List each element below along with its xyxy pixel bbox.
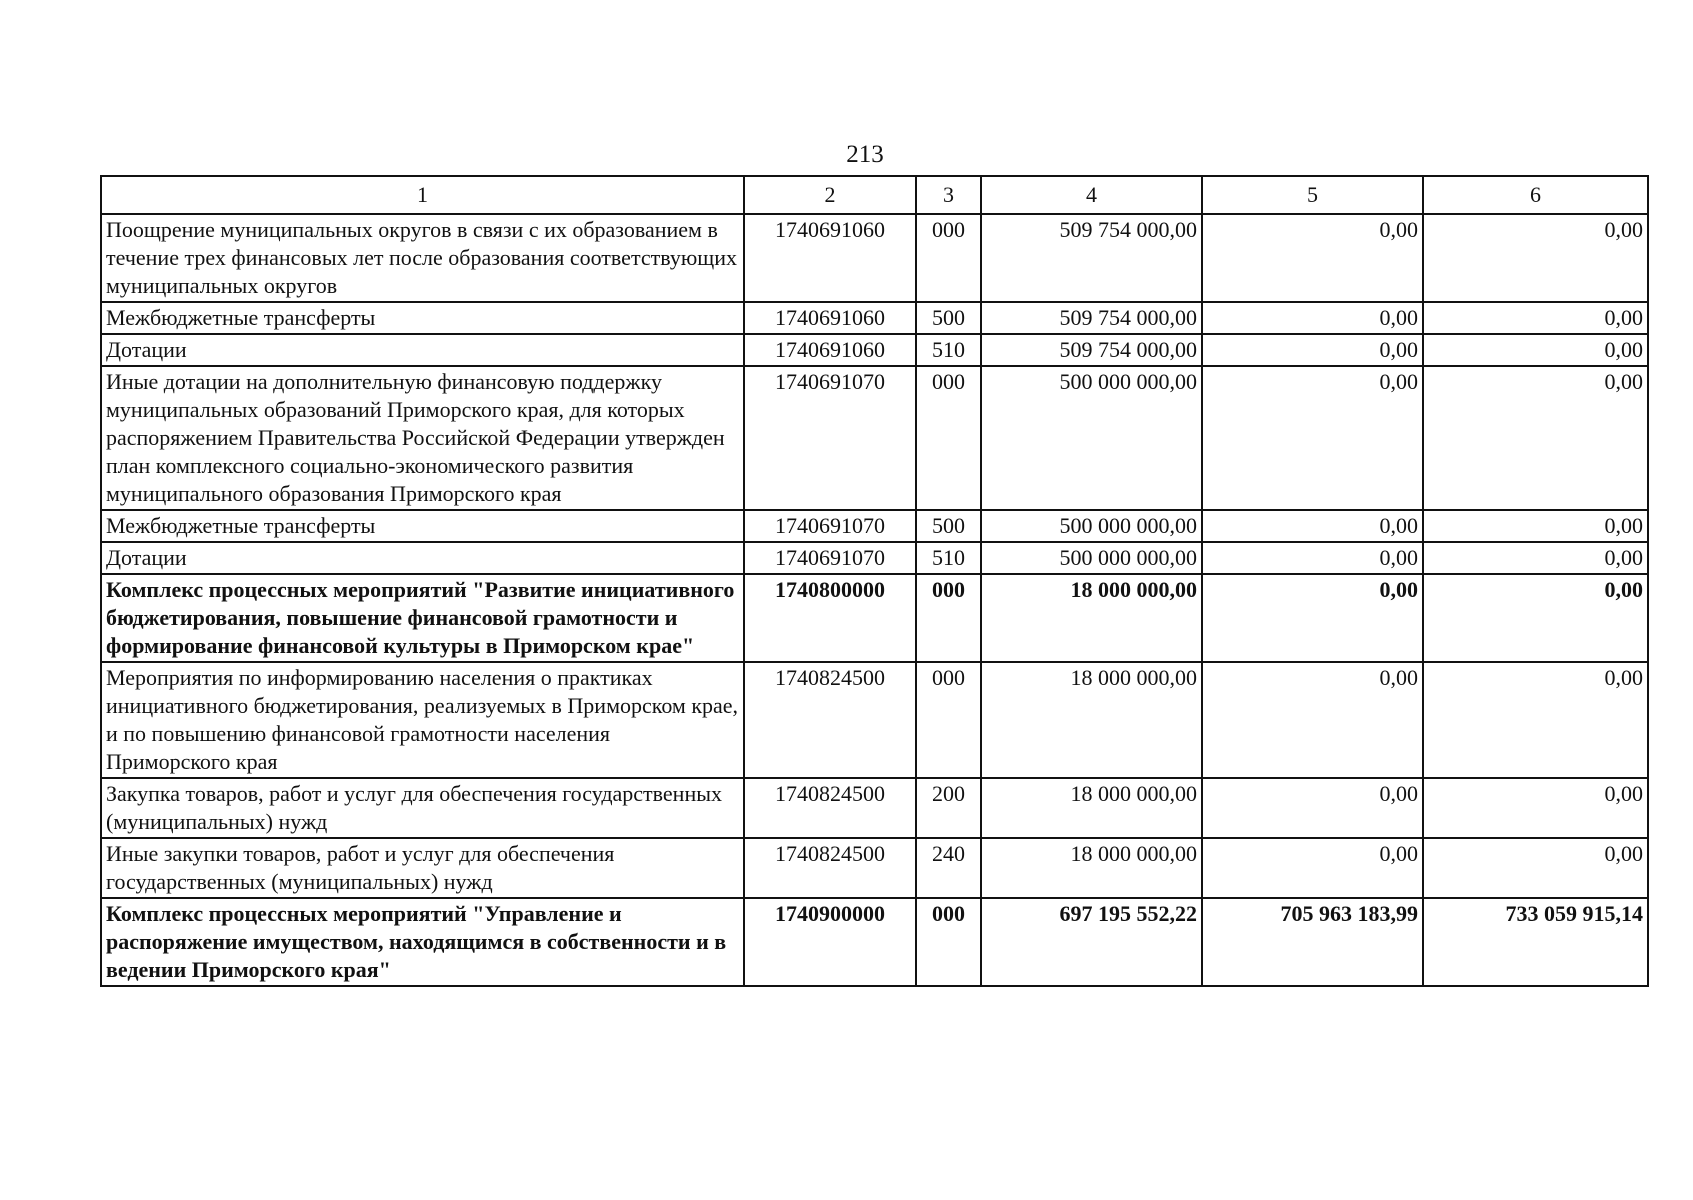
row-amount-col4: 509 754 000,00 [981, 334, 1202, 366]
row-name: Закупка товаров, работ и услуг для обеспечения государственных (муниципальных) нужд [101, 778, 744, 838]
header-col-2: 2 [744, 176, 916, 214]
row-expense-type: 500 [916, 302, 981, 334]
table-row [101, 334, 1648, 366]
row-amount-col4: 500 000 000,00 [981, 542, 1202, 574]
row-name: Иные дотации на дополнительную финансовую поддержку муниципальных образований Приморского края, для которых распоряжением Правительства Российской Федерации утвержден план комплексного социально-экономического развития муниципального образования Приморского края [101, 366, 744, 510]
row-amount-col4: 18 000 000,00 [981, 838, 1202, 898]
row-name: Комплекс процессных мероприятий "Управление и распоряжение имуществом, находящимся в собственности и в ведении Приморского края" [101, 898, 744, 986]
row-amount-col5: 0,00 [1202, 574, 1423, 662]
row-amount-col4: 697 195 552,22 [981, 898, 1202, 986]
row-amount-col6: 0,00 [1423, 334, 1648, 366]
row-target-code: 1740800000 [744, 574, 916, 662]
row-name: Дотации [101, 334, 744, 366]
row-expense-type: 200 [916, 778, 981, 838]
header-col-1: 1 [101, 176, 744, 214]
row-target-code: 1740691060 [744, 334, 916, 366]
row-target-code: 1740691070 [744, 510, 916, 542]
row-expense-type: 000 [916, 366, 981, 510]
row-expense-type: 000 [916, 574, 981, 662]
row-amount-col5: 0,00 [1202, 662, 1423, 778]
row-amount-col5: 0,00 [1202, 778, 1423, 838]
row-amount-col6: 0,00 [1423, 778, 1648, 838]
row-amount-col5: 0,00 [1202, 510, 1423, 542]
row-name: Иные закупки товаров, работ и услуг для обеспечения государственных (муниципальных) нужд [101, 838, 744, 898]
row-amount-col6: 0,00 [1423, 214, 1648, 302]
row-amount-col6: 733 059 915,14 [1423, 898, 1648, 986]
table-row [101, 366, 1648, 510]
row-target-code: 1740824500 [744, 778, 916, 838]
row-expense-type: 510 [916, 334, 981, 366]
row-amount-col5: 0,00 [1202, 838, 1423, 898]
row-target-code: 1740824500 [744, 662, 916, 778]
table-row [101, 574, 1648, 662]
row-name: Мероприятия по информированию населения о практиках инициативного бюджетирования, реализуемых в Приморском крае, и по повышению финансовой грамотности населения Приморского края [101, 662, 744, 778]
table-row [101, 662, 1648, 778]
row-target-code: 1740900000 [744, 898, 916, 986]
row-name: Межбюджетные трансферты [101, 302, 744, 334]
row-amount-col6: 0,00 [1423, 574, 1648, 662]
header-col-3: 3 [916, 176, 981, 214]
row-amount-col5: 0,00 [1202, 366, 1423, 510]
table-row [101, 510, 1648, 542]
row-amount-col5: 0,00 [1202, 302, 1423, 334]
row-amount-col6: 0,00 [1423, 662, 1648, 778]
row-name: Дотации [101, 542, 744, 574]
row-amount-col6: 0,00 [1423, 542, 1648, 574]
row-amount-col5: 705 963 183,99 [1202, 898, 1423, 986]
row-amount-col4: 509 754 000,00 [981, 214, 1202, 302]
table-row [101, 302, 1648, 334]
header-col-4: 4 [981, 176, 1202, 214]
row-amount-col4: 18 000 000,00 [981, 662, 1202, 778]
row-target-code: 1740691070 [744, 366, 916, 510]
row-amount-col5: 0,00 [1202, 214, 1423, 302]
row-expense-type: 000 [916, 662, 981, 778]
row-name: Комплекс процессных мероприятий "Развитие инициативного бюджетирования, повышение финансовой грамотности и формирование финансовой культуры в Приморском крае" [101, 574, 744, 662]
row-expense-type: 000 [916, 214, 981, 302]
row-amount-col4: 500 000 000,00 [981, 510, 1202, 542]
row-amount-col6: 0,00 [1423, 838, 1648, 898]
row-amount-col5: 0,00 [1202, 334, 1423, 366]
row-amount-col4: 18 000 000,00 [981, 778, 1202, 838]
row-target-code: 1740691060 [744, 302, 916, 334]
table-row [101, 838, 1648, 898]
row-amount-col6: 0,00 [1423, 302, 1648, 334]
row-target-code: 1740691070 [744, 542, 916, 574]
table-row [101, 542, 1648, 574]
row-expense-type: 240 [916, 838, 981, 898]
row-expense-type: 500 [916, 510, 981, 542]
header-col-6: 6 [1423, 176, 1648, 214]
header-col-5: 5 [1202, 176, 1423, 214]
budget-table [100, 175, 1649, 987]
row-amount-col5: 0,00 [1202, 542, 1423, 574]
page-number: 213 [846, 141, 884, 168]
row-amount-col4: 509 754 000,00 [981, 302, 1202, 334]
table-body [101, 214, 1648, 986]
header-row [101, 176, 1648, 214]
row-amount-col6: 0,00 [1423, 510, 1648, 542]
row-amount-col4: 500 000 000,00 [981, 366, 1202, 510]
row-amount-col6: 0,00 [1423, 366, 1648, 510]
row-expense-type: 000 [916, 898, 981, 986]
row-expense-type: 510 [916, 542, 981, 574]
table-row [101, 778, 1648, 838]
row-name: Межбюджетные трансферты [101, 510, 744, 542]
row-amount-col4: 18 000 000,00 [981, 574, 1202, 662]
row-name: Поощрение муниципальных округов в связи с их образованием в течение трех финансовых лет после образования соответствующих муниципальных округов [101, 214, 744, 302]
table-row [101, 214, 1648, 302]
row-target-code: 1740691060 [744, 214, 916, 302]
table-row [101, 898, 1648, 986]
row-target-code: 1740824500 [744, 838, 916, 898]
